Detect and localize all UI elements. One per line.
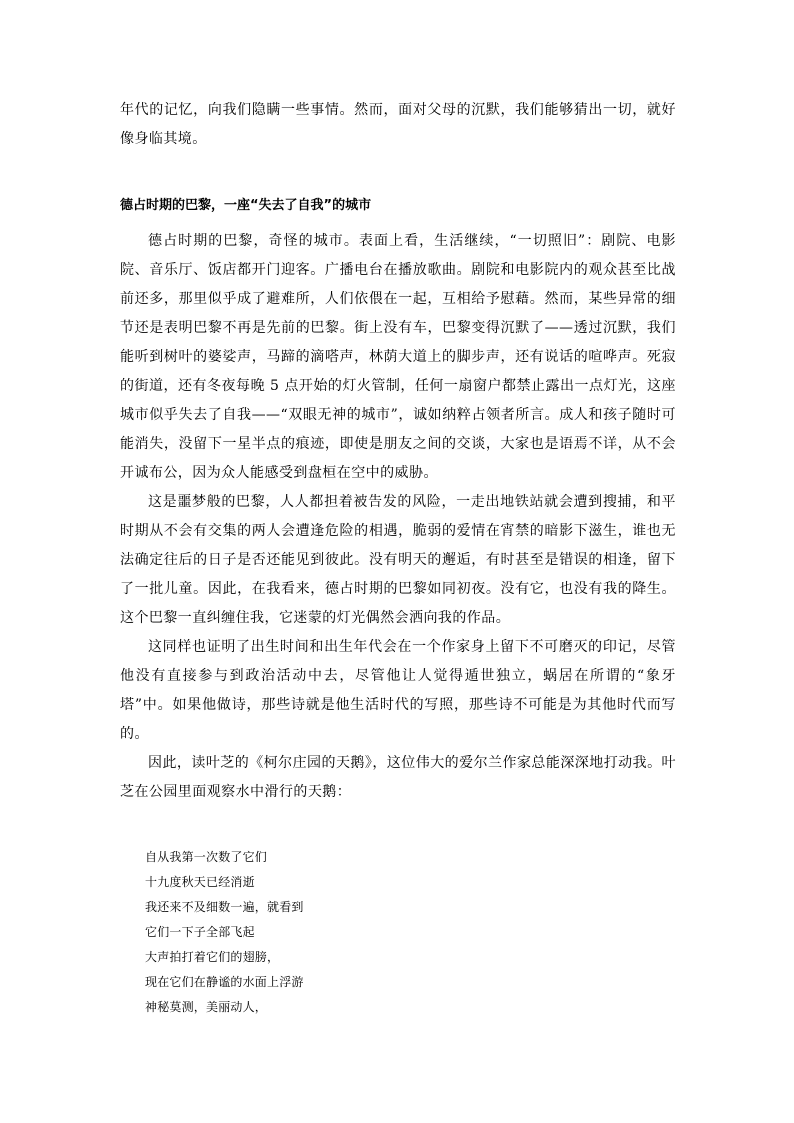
poem-line: 自从我第一次数了它们 <box>145 850 268 864</box>
poem-line: 现在它们在静谧的水面上浮游 <box>145 975 304 989</box>
section-heading: 德占时期的巴黎，一座“失去了自我”的城市 <box>120 198 372 213</box>
poem-line: 神秘莫测，美丽动人， <box>145 1000 268 1014</box>
body-paragraph: 德占时期的巴黎，奇怪的城市。表面上看，生活继续，“一切照旧”：剧院、电影院、音乐厅、饭店都开门迎客。广播电台在播放歌曲。剧院和电影院内的观众甚至比战前还多，那里似乎成了避难所，人们依偎在一起，互相给予慰藉。然而，某些异常的细节还是表明巴黎不再是先前的巴黎。街上没有车，巴黎变得沉默了——透过沉默，我们能听到树叶的婆娑声，马蹄的滴嗒声，林荫大道上的脚步声，还有说话的喧哗声。死寂的街道，还有冬夜每晚 5 点开始的灯火管制，任何一扇窗户都禁止露出一点灯光，这座城市似乎失去了自我——“双眼无神的城市”，诚如纳粹占领者所言。成人和孩子随时可能消失，没留下一星半点的痕迹，即使是朋友之间的交谈，大家也是语焉不详，从不会开诚布公，因为众人能感受到盘桓在空中的威胁。 <box>120 233 676 481</box>
poem-line: 十九度秋天已经消逝 <box>145 875 255 889</box>
poem-line: 它们一下子全部飞起 <box>145 925 255 939</box>
intro-paragraph: 年代的记忆，向我们隐瞒一些事情。然而，面对父母的沉默，我们能够猜出一切，就好像身临其境。 <box>120 102 676 147</box>
poem-line: 大声拍打着它们的翅膀， <box>145 950 280 964</box>
poem-block <box>145 845 304 1020</box>
poem-line: 我还来不及细数一遍，就看到 <box>145 900 304 914</box>
body-paragraph: 这是噩梦般的巴黎，人人都担着被告发的风险，一走出地铁站就会遭到搜捕，和平时期从不会有交集的两人会遭逢危险的相遇，脆弱的爱情在宵禁的暗影下滋生，谁也无法确定往后的日子是否还能见到彼此。没有明天的邂逅，有时甚至是错误的相逢，留下了一批儿童。因此，在我看来，德占时期的巴黎如同初夜。没有它，也没有我的降生。这个巴黎一直纠缠住我，它迷蒙的灯光偶然会洒向我的作品。 <box>120 494 676 626</box>
body-paragraph: 因此，读叶芝的《柯尔庄园的天鹅》，这位伟大的爱尔兰作家总能深深地打动我。叶芝在公园里面观察水中滑行的天鹅： <box>120 755 676 800</box>
intro-block <box>120 96 676 154</box>
body-block <box>120 227 676 807</box>
body-paragraph: 这同样也证明了出生时间和出生年代会在一个作家身上留下不可磨灭的印记，尽管他没有直接参与到政治活动中去，尽管他让人觉得遁世独立，蜗居在所谓的“象牙塔”中。如果他做诗，那些诗就是他生活时代的写照，那些诗不可能是为其他时代而写的。 <box>120 639 676 742</box>
